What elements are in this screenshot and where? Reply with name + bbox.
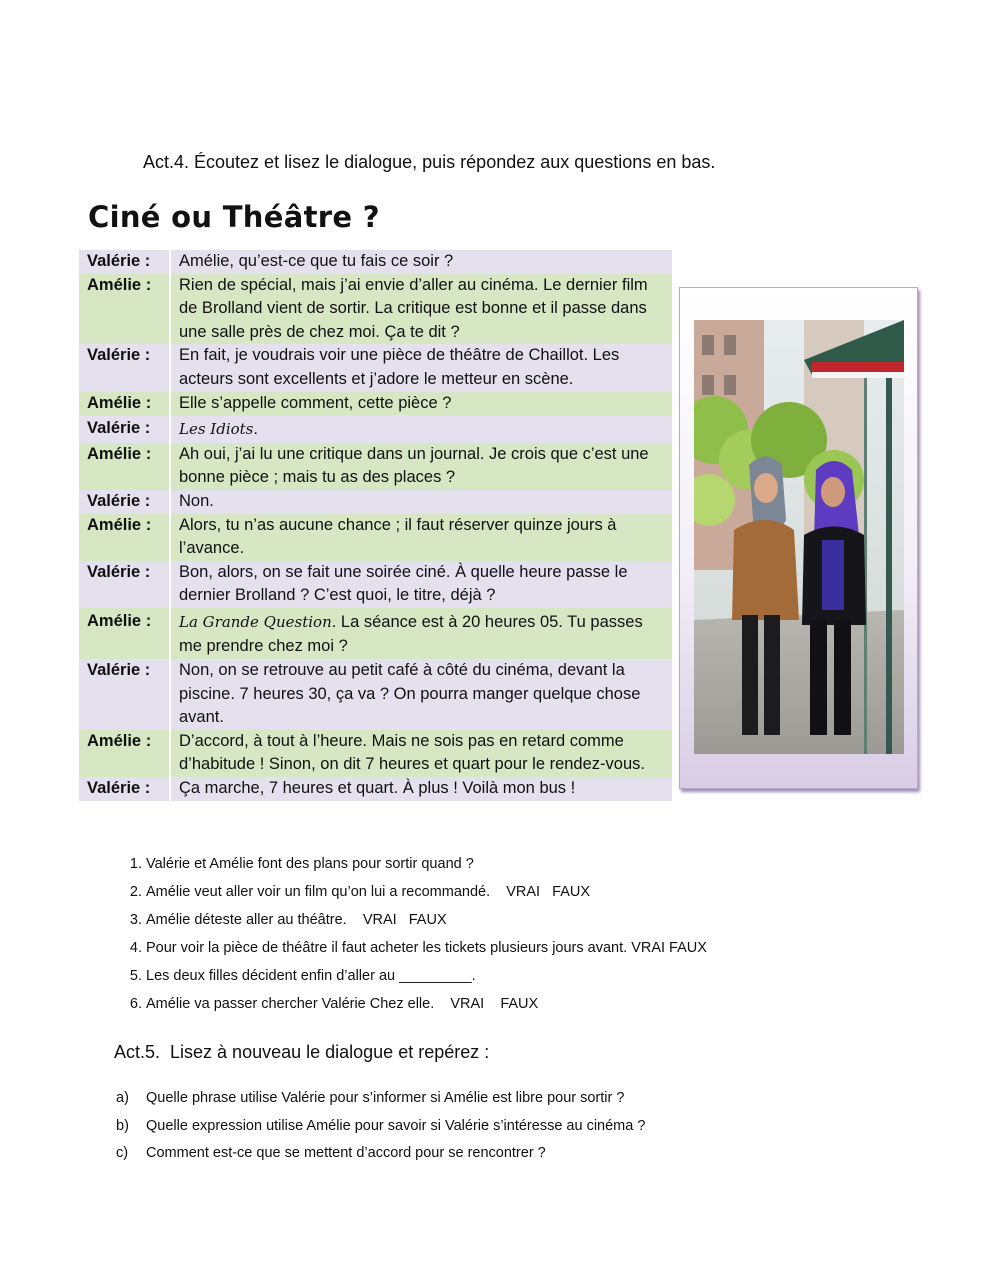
- dialogue-row: [79, 443, 672, 490]
- dialogue-row: [79, 777, 672, 801]
- dialogue-line: Bon, alors, on se fait une soirée ciné. À quelle heure passe le dernier Brolland ? C’est quoi, le titre, déjà ?: [170, 561, 672, 608]
- speaker-label: Amélie :: [79, 608, 170, 659]
- dialogue-row: [79, 250, 672, 274]
- dialogue-line: Rien de spécial, mais j’ai envie d’aller au cinéma. Le dernier film de Brolland vient de sortir. La critique est bonne et il passe dans une salle près de chez moi. Ça te dit ?: [170, 274, 672, 345]
- item-text: Quelle phrase utilise Valérie pour s’informer si Amélie est libre pour sortir ?: [146, 1090, 625, 1106]
- act5-item: [116, 1113, 926, 1141]
- dialogue-line: Non.: [170, 490, 672, 514]
- speaker-label: Valérie :: [79, 490, 170, 514]
- dialogue-line-end: . La séance est à 20 heures 05. Tu passes me prendre chez moi ?: [179, 612, 643, 655]
- speaker-label: Valérie :: [79, 415, 170, 443]
- dialogue-line: Alors, tu n’as aucune chance ; il faut réserver quinze jours à l’avance.: [170, 514, 672, 561]
- comprehension-questions: [106, 850, 926, 1018]
- dialogue-line: En fait, je voudrais voir une pièce de théâtre de Chaillot. Les acteurs sont excellents et j’adore le metteur en scène.: [170, 344, 672, 391]
- item-marker: b): [116, 1117, 129, 1134]
- dialogue-line: Elle s’appelle comment, cette pièce ?: [170, 392, 672, 416]
- dialogue-line: Ça marche, 7 heures et quart. À plus ! Voilà mon bus !: [170, 777, 672, 801]
- dialogue-row: [79, 608, 672, 659]
- dialogue-row: [79, 561, 672, 608]
- item-marker: c): [116, 1145, 129, 1161]
- film-title: La Grande Question: [179, 612, 332, 631]
- speaker-label: Valérie :: [79, 561, 170, 608]
- dialogue-line: D’accord, à tout à l’heure. Mais ne sois pas en retard comme d’habitude ! Sinon, on dit 7 heures et quart pour le rendez-vous.: [170, 730, 672, 777]
- speaker-label: Amélie :: [79, 392, 170, 416]
- play-title: Les Idiots: [179, 420, 254, 439]
- question-item: 6. Amélie va passer chercher Valérie Chez elle. VRAI FAUX: [146, 990, 926, 1018]
- dialogue-row: [79, 344, 672, 391]
- speaker-label: Amélie :: [79, 514, 170, 561]
- act5-questions: [106, 1085, 926, 1168]
- dialogue-row: [79, 514, 672, 561]
- dialogue-line: [170, 608, 672, 659]
- dialogue-line: Ah oui, j’ai lu une critique dans un journal. Je crois que c’est une bonne pièce ; mais tu as des places ?: [170, 443, 672, 490]
- dialogue-row: [79, 392, 672, 416]
- question-item: 2. Amélie veut aller voir un film qu’on lui a recommandé. VRAI FAUX: [146, 878, 926, 906]
- act5-item: [116, 1085, 926, 1113]
- dialogue-title: Ciné ou Théâtre ?: [88, 200, 380, 234]
- item-text: Comment est-ce que se mettent d’accord pour se rencontrer ?: [146, 1145, 546, 1161]
- dialogue-table: [79, 250, 672, 801]
- item-text: Quelle expression utilise Amélie pour savoir si Valérie s’intéresse au cinéma ?: [146, 1117, 646, 1134]
- question-item: 4. Pour voir la pièce de théâtre il faut acheter les tickets plusieurs jours avant. VRAI FAUX: [146, 934, 926, 962]
- street-photo: [694, 320, 904, 754]
- dialogue-line-end: .: [253, 420, 258, 439]
- speaker-label: Valérie :: [79, 777, 170, 801]
- dialogue-line: [170, 415, 672, 443]
- speaker-label: Amélie :: [79, 274, 170, 345]
- item-marker: a): [116, 1090, 129, 1106]
- question-item: 1. Valérie et Amélie font des plans pour sortir quand ?: [146, 850, 926, 878]
- act5-item: [116, 1140, 926, 1168]
- act5-instruction: Act.5. Lisez à nouveau le dialogue et repérez :: [114, 1042, 490, 1062]
- dialogue-row: [79, 730, 672, 777]
- question-item: 5. Les deux filles décident enfin d’aller au _________.: [146, 962, 926, 990]
- dialogue-row: [79, 490, 672, 514]
- dialogue-row: [79, 274, 672, 345]
- dialogue-row: [79, 659, 672, 730]
- speaker-label: Valérie :: [79, 344, 170, 391]
- dialogue-line: Amélie, qu’est-ce que tu fais ce soir ?: [170, 250, 672, 274]
- speaker-label: Valérie :: [79, 659, 170, 730]
- act4-instruction: Act.4. Écoutez et lisez le dialogue, puis répondez aux questions en bas.: [143, 152, 716, 172]
- photo-frame: [679, 287, 918, 789]
- dialogue-row: [79, 415, 672, 443]
- speaker-label: Valérie :: [79, 250, 170, 274]
- question-item: 3. Amélie déteste aller au théâtre. VRAI FAUX: [146, 906, 926, 934]
- speaker-label: Amélie :: [79, 443, 170, 490]
- dialogue-line: Non, on se retrouve au petit café à côté du cinéma, devant la piscine. 7 heures 30, ça va ? On pourra manger quelque chose avant.: [170, 659, 672, 730]
- speaker-label: Amélie :: [79, 730, 170, 777]
